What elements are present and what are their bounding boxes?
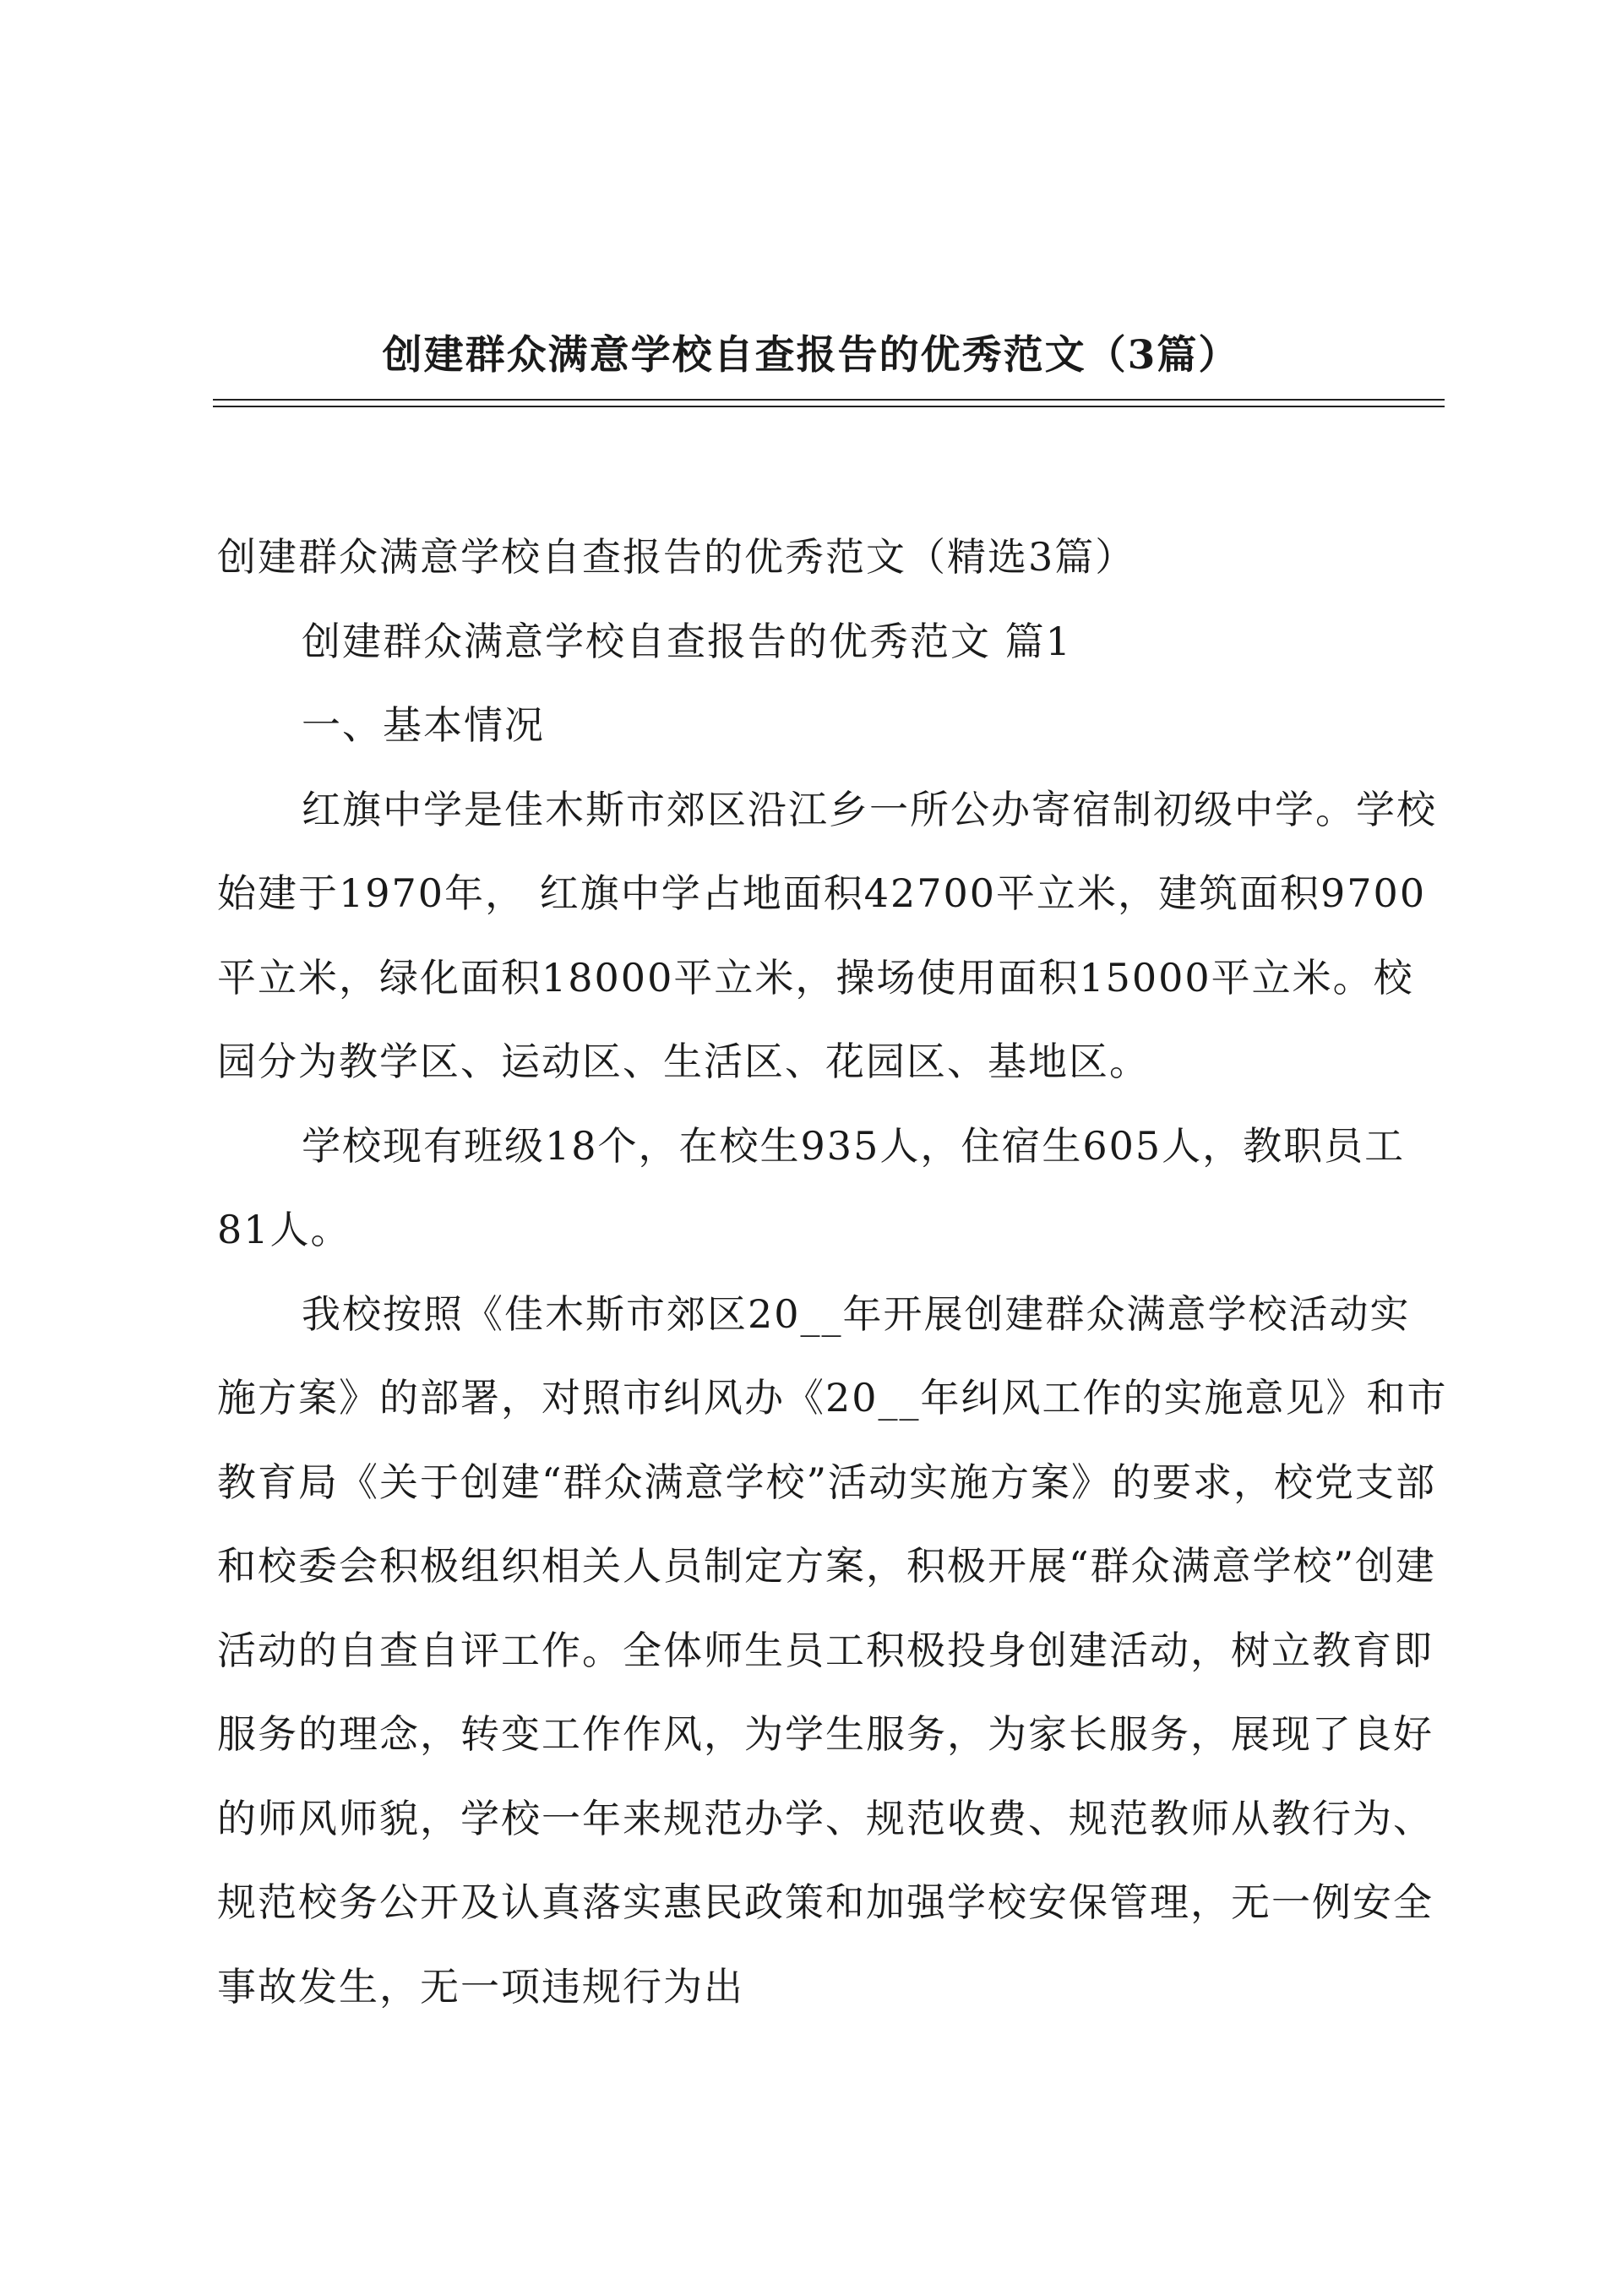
paragraph-school-overview: 红旗中学是佳木斯市郊区沿江乡一所公办寄宿制初级中学。学校始建于1970年， 红旗中学占地面积42700平立米，建筑面积9700平立米，绿化面积18000平立米，操场使用面积15000平立米。校园分为教学区、运动区、生活区、花园区、基地区。 [217, 786, 1437, 1084]
document-subtitle: 创建群众满意学校自查报告的优秀范文（精选3篇） [217, 534, 1136, 580]
page-title: 创建群众满意学校自查报告的优秀范文（3篇） [382, 332, 1240, 379]
document-body [217, 515, 1451, 2029]
section-heading: 创建群众满意学校自查报告的优秀范文 篇1 [302, 618, 1072, 664]
paragraph-school-stats: 学校现有班级18个，在校生935人，住宿生605人，教职员工81人。 [217, 1122, 1406, 1252]
title-divider-top [213, 399, 1445, 401]
paragraph-campaign: 我校按照《佳木斯市郊区20__年开展创建群众满意学校活动实施方案》的部署，对照市纠风办《20__年纠风工作的实施意见》和市教育局《关于创建“群众满意学校”活动实施方案》的要求，校党支部和校委会积极组织相关人员制定方案，积极开展“群众满意学校”创建活动的自查自评工作。全体师生员工积极投身创建活动，树立教育即服务的理念，转变工作作风，为学生服务，为家长服务，展现了良好的师风师貌，学校一年来规范办学、规范收费、规范教师从教行为、规范校务公开及认真落实惠民政策和加强学校安保管理，无一例安全事故发生，无一项违规行为出 [217, 1290, 1448, 2010]
part-heading: 一、基本情况 [302, 702, 545, 748]
title-divider-bottom [213, 406, 1445, 407]
